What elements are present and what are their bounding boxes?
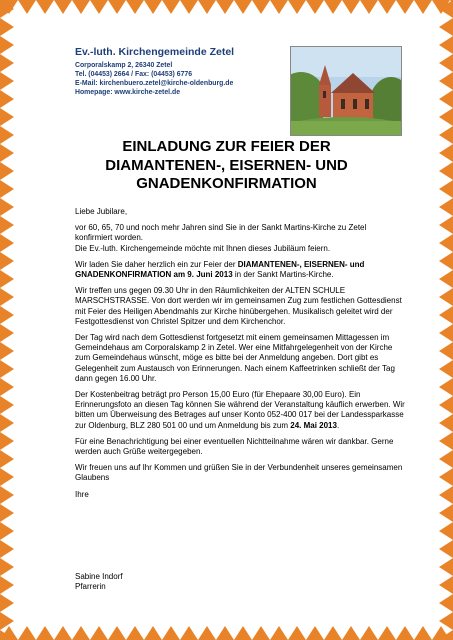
border-triangle xyxy=(360,0,378,14)
border-triangle xyxy=(180,626,198,640)
border-triangle xyxy=(54,0,72,14)
border-triangle xyxy=(439,468,453,486)
border-triangle xyxy=(439,612,453,630)
border-triangle xyxy=(439,558,453,576)
border-triangle xyxy=(324,0,342,14)
border-triangle xyxy=(0,414,14,432)
closing: Ihre xyxy=(75,489,89,499)
church-photo xyxy=(290,46,402,136)
border-triangle xyxy=(439,18,453,36)
border-triangle xyxy=(0,162,14,180)
border-triangle xyxy=(439,432,453,450)
title-line-1: EINLADUNG ZUR FEIER DER xyxy=(122,138,331,155)
border-triangle xyxy=(54,626,72,640)
border-left xyxy=(0,0,14,640)
border-triangle xyxy=(0,396,14,414)
border-triangle xyxy=(378,0,396,14)
border-triangle xyxy=(270,0,288,14)
border-triangle xyxy=(0,576,14,594)
signature-role: Pfarrerin xyxy=(75,582,106,592)
border-triangle xyxy=(0,612,14,630)
paragraph-5-start: Der Kostenbeitrag beträgt pro Person 15,00 Euro (für Ehepaare 30,00 Euro). Ein Erinnerungsfoto an diesen Tag können Sie während der Veranstaltung käuflich erwerben. Wir bitten um Überweisung des Betrages auf unser Konto 052-400 017 bei der Landessparkasse zur Oldenburg, BLZ 280 501 00 und um Anmeldung bis zum xyxy=(75,390,405,430)
border-triangle xyxy=(18,0,36,14)
paragraph-5-bold: 24. Mai 2013 xyxy=(290,420,337,430)
border-triangle xyxy=(270,626,288,640)
border-triangle xyxy=(0,36,14,54)
church-photo-icon xyxy=(291,47,401,135)
border-triangle xyxy=(439,288,453,306)
border-triangle xyxy=(0,54,14,72)
border-triangle xyxy=(0,468,14,486)
border-triangle xyxy=(306,626,324,640)
border-triangle xyxy=(439,324,453,342)
border-triangle xyxy=(439,54,453,72)
paragraph-1 xyxy=(75,223,405,243)
paragraph-2-start: Wir laden Sie daher herzlich ein zur Feier der xyxy=(75,259,238,269)
border-triangle xyxy=(0,522,14,540)
border-triangle xyxy=(0,540,14,558)
border-triangle xyxy=(439,504,453,522)
border-triangle xyxy=(439,216,453,234)
border-triangle xyxy=(439,576,453,594)
border-triangle xyxy=(90,0,108,14)
border-triangle xyxy=(252,0,270,14)
border-triangle xyxy=(144,626,162,640)
border-triangle xyxy=(439,522,453,540)
border-triangle xyxy=(0,378,14,396)
border-bottom xyxy=(0,626,453,640)
border-triangle xyxy=(342,0,360,14)
border-triangle xyxy=(108,626,126,640)
border-triangle xyxy=(439,126,453,144)
border-triangle xyxy=(0,18,14,36)
paragraph-1b xyxy=(75,244,405,254)
border-triangle xyxy=(360,626,378,640)
border-triangle xyxy=(234,626,252,640)
email-link[interactable]: E-Mail: kirchenbuero.zetel@kirche-oldenburg.de xyxy=(75,80,234,87)
border-triangle xyxy=(216,626,234,640)
border-triangle xyxy=(0,180,14,198)
title-line-3: GNADENKONFIRMATION xyxy=(136,175,317,192)
border-triangle xyxy=(0,270,14,288)
homepage-link[interactable]: Homepage: www.kirche-zetel.de xyxy=(75,89,181,96)
letterhead xyxy=(75,46,290,97)
border-triangle xyxy=(288,0,306,14)
border-triangle xyxy=(439,450,453,468)
border-triangle xyxy=(439,540,453,558)
border-triangle xyxy=(288,626,306,640)
border-triangle xyxy=(0,252,14,270)
border-triangle xyxy=(439,108,453,126)
border-triangle xyxy=(439,396,453,414)
phone: Tel. (04453) 2664 / Fax: (04453) 6776 xyxy=(75,71,193,78)
border-triangle xyxy=(439,378,453,396)
border-triangle xyxy=(198,0,216,14)
border-triangle xyxy=(252,626,270,640)
page-title xyxy=(40,138,413,194)
border-triangle xyxy=(396,0,414,14)
border-triangle xyxy=(0,108,14,126)
border-triangle xyxy=(439,360,453,378)
paragraph-2-end: in der Sankt Martins-Kirche. xyxy=(232,270,334,280)
border-triangle xyxy=(0,630,14,640)
border-triangle xyxy=(0,126,14,144)
letter-body xyxy=(75,207,405,506)
border-triangle xyxy=(378,626,396,640)
border-triangle xyxy=(0,234,14,252)
border-triangle xyxy=(126,626,144,640)
border-triangle xyxy=(439,0,453,18)
border-triangle xyxy=(90,626,108,640)
address: Corporalskamp 2, 26340 Zetel xyxy=(75,62,173,69)
signature xyxy=(75,572,123,592)
border-triangle xyxy=(234,0,252,14)
border-triangle xyxy=(0,306,14,324)
border-triangle xyxy=(439,72,453,90)
border-triangle xyxy=(439,36,453,54)
border-triangle xyxy=(396,626,414,640)
border-triangle xyxy=(439,414,453,432)
border-triangle xyxy=(439,306,453,324)
paragraph-2 xyxy=(75,260,405,280)
border-triangle xyxy=(439,342,453,360)
paragraph-5 xyxy=(75,390,405,431)
border-triangle xyxy=(0,594,14,612)
border-triangle xyxy=(342,626,360,640)
border-right xyxy=(439,0,453,640)
border-triangle xyxy=(439,270,453,288)
border-triangle xyxy=(0,324,14,342)
border-triangle xyxy=(439,198,453,216)
border-triangle xyxy=(180,0,198,14)
border-triangle xyxy=(0,144,14,162)
border-top xyxy=(0,0,453,14)
border-triangle xyxy=(439,90,453,108)
border-triangle xyxy=(36,0,54,14)
border-triangle xyxy=(0,342,14,360)
border-triangle xyxy=(0,432,14,450)
greeting: Liebe Jubilare, xyxy=(75,207,128,216)
border-triangle xyxy=(439,144,453,162)
border-triangle xyxy=(414,0,432,14)
border-triangle xyxy=(0,72,14,90)
border-triangle xyxy=(162,626,180,640)
border-triangle xyxy=(439,630,453,640)
border-triangle xyxy=(18,626,36,640)
border-triangle xyxy=(0,486,14,504)
border-triangle xyxy=(0,90,14,108)
signature-name: Sabine Indorf xyxy=(75,572,123,581)
border-triangle xyxy=(72,626,90,640)
border-triangle xyxy=(439,252,453,270)
border-triangle xyxy=(439,180,453,198)
border-triangle xyxy=(439,594,453,612)
border-triangle xyxy=(0,504,14,522)
border-triangle xyxy=(439,162,453,180)
border-triangle xyxy=(36,626,54,640)
border-triangle xyxy=(0,450,14,468)
border-triangle xyxy=(108,0,126,14)
border-triangle xyxy=(216,0,234,14)
paragraph-2-bold: DIAMANTENEN-, EISERNEN- und GNADENKONFIRMATION am 9. Juni 2013 xyxy=(75,259,365,280)
border-triangle xyxy=(0,558,14,576)
title-line-2: DIAMANTENEN-, EISERNEN- UND xyxy=(105,156,348,174)
border-triangle xyxy=(144,0,162,14)
border-triangle xyxy=(0,198,14,216)
paragraph-4: Der Tag wird nach dem Gottesdienst fortgesetzt mit einem gemeinsamen Mittagessen im Gemeindehaus am Corporalskamp 2 in Zetel. Wer eine Mitfahrgelegenheit von der Kirche zum Gemeindehaus wünscht, möge es bitte bei der Anmeldung angeben. Dort gibt es Gelegenheit zum Austausch von Erinnerungen. Nach einem Kaffeetrinken schließt der Tag dann gegen 16.00 Uhr. xyxy=(75,333,395,383)
border-triangle xyxy=(0,360,14,378)
border-triangle xyxy=(414,626,432,640)
border-triangle xyxy=(0,0,14,18)
border-triangle xyxy=(306,0,324,14)
paragraph-3: Wir treffen uns gegen 09.30 Uhr in den Räumlichkeiten der ALTEN SCHULE MARSCHSTRASSE. Von dort werden wir im gemeinsamen Zug zum festlichen Gottesdienst mit Feier des Heiligen Abendmahls zur Kirche hinübergehen. Musikalisch geleitet wird der Festgottesdienst von Christel Spitzer und dem Kirchenchor. xyxy=(75,286,402,326)
border-triangle xyxy=(439,486,453,504)
border-triangle xyxy=(324,626,342,640)
border-triangle xyxy=(439,234,453,252)
paragraph-7: Wir freuen uns auf Ihr Kommen und grüßen Sie in der Verbundenheit unseres gemeinsamen Glaubens xyxy=(75,463,403,483)
paragraph-6: Für eine Benachrichtigung bei einer eventuellen Nichtteilnahme wären wir dankbar. Gerne werden auch Grüße weitergegeben. xyxy=(75,436,394,457)
border-triangle xyxy=(0,216,14,234)
border-triangle xyxy=(72,0,90,14)
border-triangle xyxy=(162,0,180,14)
org-name: Ev.-luth. Kirchengemeinde Zetel xyxy=(75,46,235,58)
border-triangle xyxy=(0,288,14,306)
border-triangle xyxy=(198,626,216,640)
paragraph-1b-text: Die Ev.-luth. Kirchengemeinde möchte mit Ihnen dieses Jubiläum feiern. xyxy=(75,243,331,253)
border-triangle xyxy=(126,0,144,14)
paragraph-5-end: . xyxy=(336,420,340,430)
paragraph-1-text: vor 60, 65, 70 und noch mehr Jahren sind Sie in der Sankt Martins-Kirche zu Zetel konfirmiert worden. xyxy=(75,223,367,243)
